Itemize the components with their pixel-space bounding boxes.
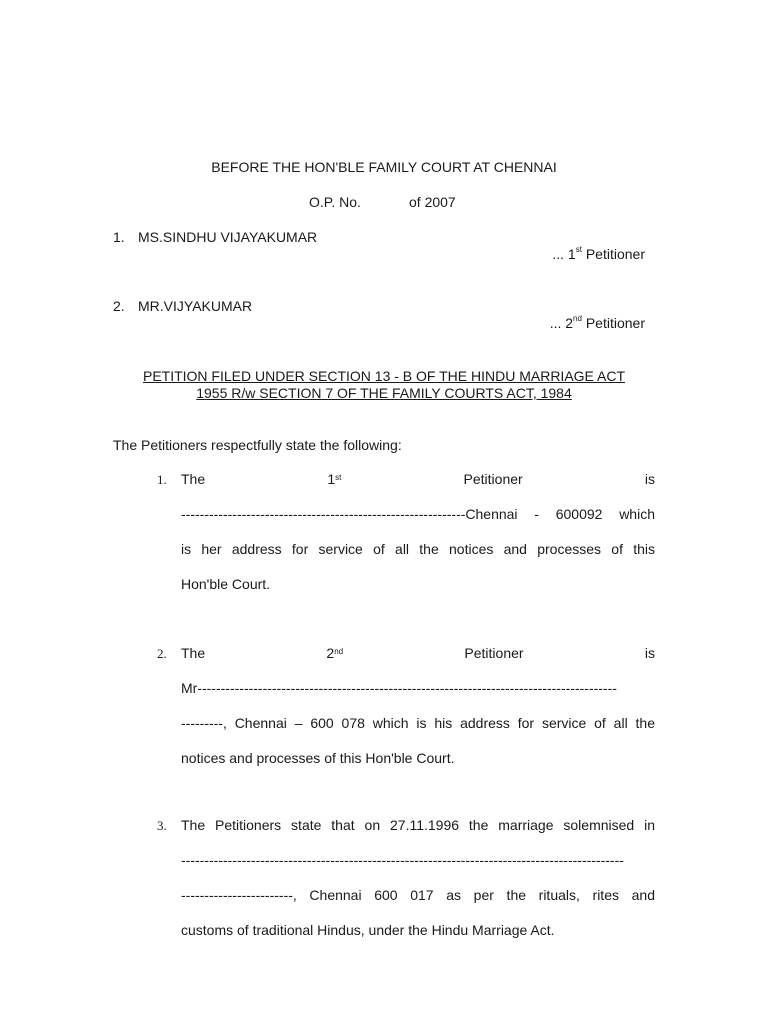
paragraph-1-word-petitioner: Petitioner <box>463 471 523 487</box>
paragraph-3-line-1: The Petitioners state that on 27.11.1996 the marriage solemnised in <box>181 817 655 833</box>
petition-heading-line2: 1955 R/w SECTION 7 OF THE FAMILY COURTS ACT, 1984 <box>196 385 572 401</box>
paragraph-2-line-2: Mr------------------------------------------------------------------------------------------ <box>181 680 617 696</box>
op-number-prefix: O.P. No. <box>309 194 361 210</box>
party-2-name: MR.VIJYAKUMAR <box>138 298 253 314</box>
petition-heading-line1: PETITION FILED UNDER SECTION 13 - B OF THE HINDU MARRIAGE ACT <box>142 368 626 384</box>
paragraph-3-line-3: ------------------------, Chennai 600 017 as per the rituals, rites and <box>181 887 655 903</box>
paragraph-1-line-4: Hon'ble Court. <box>181 576 271 592</box>
paragraph-2-first-line <box>181 643 655 663</box>
paragraph-3 <box>181 815 655 955</box>
paragraph-2 <box>181 643 655 783</box>
party-1-name: MS.SINDHU VIJAYAKUMAR <box>138 229 318 245</box>
paragraph-1-line-2: -------------------------------------------------------------Chennai - 600092 which <box>181 506 655 522</box>
paragraph-1-word-ordinal: 1st <box>327 471 342 487</box>
paragraph-2-number: 2. <box>157 646 167 661</box>
paragraph-1-word-is: is <box>644 471 655 487</box>
paragraph-2-line-3: ---------, Chennai – 600 078 which is his address for service of all the <box>181 715 655 731</box>
paragraph-1-number: 1. <box>157 472 167 487</box>
paragraph-1-first-line <box>181 469 655 489</box>
paragraph-1-word-the: The <box>181 471 206 487</box>
paragraph-1-line-3: is her address for service of all the notices and processes of this <box>181 541 655 557</box>
paragraph-2-word-petitioner: Petitioner <box>464 645 524 661</box>
op-number-suffix: of 2007 <box>409 194 456 210</box>
paragraph-2-word-ordinal: 2nd <box>326 645 344 661</box>
paragraph-2-word-is: is <box>644 645 655 661</box>
paragraph-3-number: 3. <box>157 818 167 833</box>
intro-text: The Petitioners respectfully state the following: <box>113 437 402 453</box>
party-1-role: ... 1st Petitioner <box>552 245 645 262</box>
paragraph-3-line-4: customs of traditional Hindus, under the Hindu Marriage Act. <box>181 922 555 938</box>
party-2-number: 2. <box>113 298 125 314</box>
court-title: BEFORE THE HON'BLE FAMILY COURT AT CHENNAI <box>211 159 557 175</box>
party-1-number: 1. <box>113 229 125 245</box>
party-2-role: ... 2nd Petitioner <box>549 314 645 331</box>
paragraph-2-word-the: The <box>181 645 206 661</box>
paragraph-3-line-2: ----------------------------------------------------------------------------------------------- <box>181 852 624 868</box>
paragraph-1 <box>181 469 655 609</box>
paragraph-2-line-4: notices and processes of this Hon'ble Court. <box>181 750 455 766</box>
